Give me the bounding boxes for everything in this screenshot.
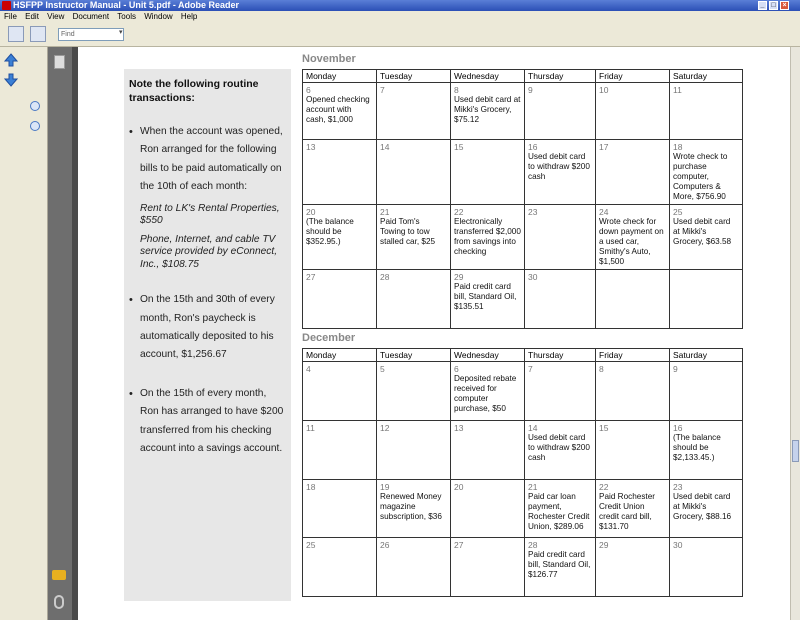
- december-title: December: [302, 332, 356, 344]
- day-number: 13: [454, 423, 464, 433]
- day-header: Friday: [596, 349, 670, 362]
- menu-help[interactable]: Help: [180, 12, 198, 21]
- calendar-day-cell: [377, 362, 451, 421]
- calendar-day-cell: [670, 140, 743, 205]
- window-title: HSFPP Instructor Manual - Unit 5.pdf - Adobe Reader: [13, 0, 240, 10]
- find-input[interactable]: Find: [58, 28, 124, 41]
- day-number: 7: [528, 364, 533, 374]
- day-number: 17: [599, 142, 609, 152]
- calendar-day-cell: [525, 362, 596, 421]
- day-number: 27: [454, 540, 464, 550]
- calendar-day-cell: [596, 362, 670, 421]
- day-number: 7: [380, 85, 385, 95]
- scroll-thumb[interactable]: [792, 440, 799, 462]
- calendar-day-cell: [670, 270, 743, 329]
- calendar-day-cell: [451, 205, 525, 270]
- calendar-week-row: [303, 480, 743, 538]
- day-number: 11: [306, 423, 315, 433]
- calendar-day-cell: [596, 538, 670, 597]
- day-number: 18: [673, 142, 683, 152]
- day-number: 28: [380, 272, 390, 282]
- calendar-day-cell: [525, 480, 596, 538]
- day-number: 9: [673, 364, 678, 374]
- menu-edit[interactable]: Edit: [25, 12, 39, 21]
- day-number: 4: [306, 364, 311, 374]
- november-title: November: [302, 53, 356, 65]
- day-number: 14: [528, 423, 538, 433]
- transaction-text: (The balance should be $352.95.): [306, 217, 354, 246]
- day-number: 5: [380, 364, 385, 374]
- menu-window[interactable]: Window: [144, 12, 173, 21]
- day-number: 21: [528, 482, 538, 492]
- calendar-day-cell: [525, 83, 596, 140]
- transaction-text: Used debit card at Mikki's Grocery, $75.12: [454, 95, 521, 124]
- calendar-week-row: [303, 140, 743, 205]
- transaction-text: Used debit card at Mikki's Grocery, $63.58: [673, 217, 732, 246]
- transaction-text: Wrote check for down payment on a used car, Smithy's Auto, $1,500: [599, 217, 664, 266]
- day-header: Monday: [303, 349, 377, 362]
- day-number: 26: [380, 540, 390, 550]
- fit-page-icon[interactable]: [30, 26, 46, 42]
- calendar-day-cell: [303, 270, 377, 329]
- november-calendar: [302, 69, 743, 329]
- day-number: 27: [306, 272, 316, 282]
- transaction-text: Used debit card to withdraw $200 cash: [528, 433, 590, 462]
- calendar-day-cell: [377, 270, 451, 329]
- calendar-week-row: [303, 421, 743, 480]
- day-header: Tuesday: [377, 349, 451, 362]
- calendar-day-cell: [525, 140, 596, 205]
- minimize-icon[interactable]: _: [758, 1, 767, 10]
- sidebar: [48, 47, 72, 620]
- calendar-day-cell: [596, 480, 670, 538]
- calendar-day-cell: [596, 83, 670, 140]
- transaction-text: Renewed Money magazine subscription, $36: [380, 492, 442, 521]
- vertical-scrollbar[interactable]: [790, 47, 800, 620]
- day-header: Wednesday: [451, 70, 525, 83]
- day-number: 28: [528, 540, 538, 550]
- day-number: 16: [673, 423, 683, 433]
- calendar-day-cell: [525, 421, 596, 480]
- menu-file[interactable]: File: [4, 12, 17, 21]
- day-number: 20: [454, 482, 464, 492]
- attachment-icon[interactable]: [54, 595, 64, 609]
- menu-document[interactable]: Document: [72, 12, 110, 21]
- day-header: Thursday: [525, 349, 596, 362]
- day-number: 23: [673, 482, 683, 492]
- calendar-week-row: [303, 270, 743, 329]
- transaction-text: Paid credit card bill, Standard Oil, $135.51: [454, 282, 517, 311]
- previous-page-icon[interactable]: [4, 53, 18, 67]
- title-bar: [0, 0, 800, 11]
- day-number: 6: [306, 85, 311, 95]
- day-number: 14: [380, 142, 390, 152]
- calendar-day-cell: [670, 421, 743, 480]
- calendar-day-cell: [303, 205, 377, 270]
- day-number: 24: [599, 207, 609, 217]
- calendar-day-cell: [451, 480, 525, 538]
- day-number: 29: [454, 272, 464, 282]
- calendar-day-cell: [303, 140, 377, 205]
- day-header: Wednesday: [451, 349, 525, 362]
- transaction-text: Used debit card to withdraw $200 cash: [528, 152, 590, 181]
- calendar-day-cell: [596, 140, 670, 205]
- calendar-week-row: [303, 83, 743, 140]
- transaction-text: Used debit card at Mikki's Grocery, $88.16: [673, 492, 732, 521]
- bullet-item: [129, 123, 286, 271]
- calendar-day-cell: [670, 480, 743, 538]
- zoom-in-icon[interactable]: [30, 121, 40, 131]
- calendar-day-cell: [451, 140, 525, 205]
- transaction-text: Paid car loan payment, Rochester Credit Union, $289.06: [528, 492, 590, 531]
- day-number: 25: [673, 207, 683, 217]
- adobe-reader-icon: [2, 1, 11, 10]
- next-page-icon[interactable]: [4, 73, 18, 87]
- calendar-day-cell: [377, 538, 451, 597]
- toolbar: [0, 23, 800, 47]
- bill-rent: Rent to LK's Rental Properties, $550: [140, 202, 280, 227]
- bill-econnect: Phone, Internet, and cable TV service provided by eConnect, Inc., $108.75: [140, 233, 278, 270]
- day-number: 16: [528, 142, 538, 152]
- day-header: Saturday: [670, 349, 743, 362]
- day-number: 22: [599, 482, 609, 492]
- transaction-text: Deposited rebate received for computer purchase, $50: [454, 374, 517, 413]
- notes-panel: [124, 69, 291, 601]
- menu-bar: [0, 11, 800, 23]
- day-number: 8: [454, 85, 459, 95]
- calendar-week-row: [303, 538, 743, 597]
- day-number: 19: [380, 482, 390, 492]
- calendar-day-cell: [525, 270, 596, 329]
- calendar-day-cell: [670, 538, 743, 597]
- day-number: 8: [599, 364, 604, 374]
- day-number: 9: [528, 85, 533, 95]
- save-icon[interactable]: [8, 26, 24, 42]
- calendar-day-cell: [377, 480, 451, 538]
- calendar-day-cell: [451, 538, 525, 597]
- transaction-text: Paid credit card bill, Standard Oil, $126.77: [528, 550, 591, 579]
- transaction-text: (The balance should be $2,133.45.): [673, 433, 721, 462]
- day-number: 20: [306, 207, 316, 217]
- calendar-day-cell: [670, 205, 743, 270]
- maximize-icon[interactable]: □: [769, 1, 778, 10]
- calendar-day-cell: [303, 421, 377, 480]
- transaction-text: Electronically transferred $2,000 from savings into checking: [454, 217, 521, 256]
- day-number: 18: [306, 482, 316, 492]
- calendar-week-row: [303, 362, 743, 421]
- calendar-day-cell: [451, 421, 525, 480]
- day-number: 30: [528, 272, 538, 282]
- day-number: 15: [599, 423, 609, 433]
- calendar-day-cell: [377, 140, 451, 205]
- calendar-day-cell: [303, 362, 377, 421]
- calendar-day-cell: [596, 205, 670, 270]
- day-number: 12: [380, 423, 390, 433]
- december-calendar: [302, 348, 743, 597]
- day-number: 10: [599, 85, 609, 95]
- calendar-day-cell: [525, 205, 596, 270]
- calendar-day-cell: [303, 538, 377, 597]
- calendar-week-row: [303, 205, 743, 270]
- day-header: Monday: [303, 70, 377, 83]
- day-number: 29: [599, 540, 609, 550]
- calendar-day-cell: [451, 270, 525, 329]
- transaction-text: Opened checking account with cash, $1,000: [306, 95, 370, 124]
- calendar-day-cell: [303, 480, 377, 538]
- day-number: 30: [673, 540, 683, 550]
- calendar-day-cell: [377, 421, 451, 480]
- calendar-day-cell: [525, 538, 596, 597]
- day-header: Friday: [596, 70, 670, 83]
- calendar-day-cell: [596, 270, 670, 329]
- day-number: 13: [306, 142, 316, 152]
- day-number: 6: [454, 364, 459, 374]
- calendar-day-cell: [451, 83, 525, 140]
- transaction-text: Paid Rochester Credit Union credit card bill, $131.70: [599, 492, 655, 531]
- calendar-day-cell: [377, 83, 451, 140]
- menu-tools[interactable]: Tools: [117, 12, 136, 21]
- close-icon[interactable]: ×: [780, 1, 789, 10]
- zoom-out-icon[interactable]: [30, 101, 40, 111]
- day-header: Saturday: [670, 70, 743, 83]
- comments-icon[interactable]: [52, 570, 66, 580]
- navigation-pane: [0, 47, 48, 620]
- bullet-item: • On the 15th and 30th of every month, Ron's paycheck is automatically deposited to his account, $1,256.67: [129, 291, 286, 365]
- day-number: 23: [528, 207, 538, 217]
- menu-view[interactable]: View: [47, 12, 65, 21]
- bullet-item: • On the 15th of every month, Ron has arranged to have $200 transferred from his checking account into a savings account.: [129, 385, 286, 459]
- transaction-text: Wrote check to purchase computer, Computers & More, $756.90: [673, 152, 728, 201]
- find-dropdown-icon[interactable]: ▾: [119, 29, 123, 36]
- transaction-text: Paid Tom's Towing to tow stalled car, $25: [380, 217, 436, 246]
- calendar-day-cell: [303, 83, 377, 140]
- day-number: 11: [673, 85, 682, 95]
- calendar-day-cell: [596, 421, 670, 480]
- calendar-day-cell: [670, 83, 743, 140]
- day-number: 25: [306, 540, 316, 550]
- calendar-day-cell: [377, 205, 451, 270]
- pages-icon[interactable]: [54, 55, 65, 69]
- day-number: 21: [380, 207, 390, 217]
- day-header: Thursday: [525, 70, 596, 83]
- day-number: 15: [454, 142, 464, 152]
- calendar-day-cell: [670, 362, 743, 421]
- calendar-day-cell: [451, 362, 525, 421]
- notes-title: Note the following routine transactions:: [129, 78, 259, 104]
- day-header: Tuesday: [377, 70, 451, 83]
- day-number: 22: [454, 207, 464, 217]
- bullet-text: • When the account was opened, Ron arranged for the following bills to be paid automatically on the 10th of each month:: [140, 126, 283, 193]
